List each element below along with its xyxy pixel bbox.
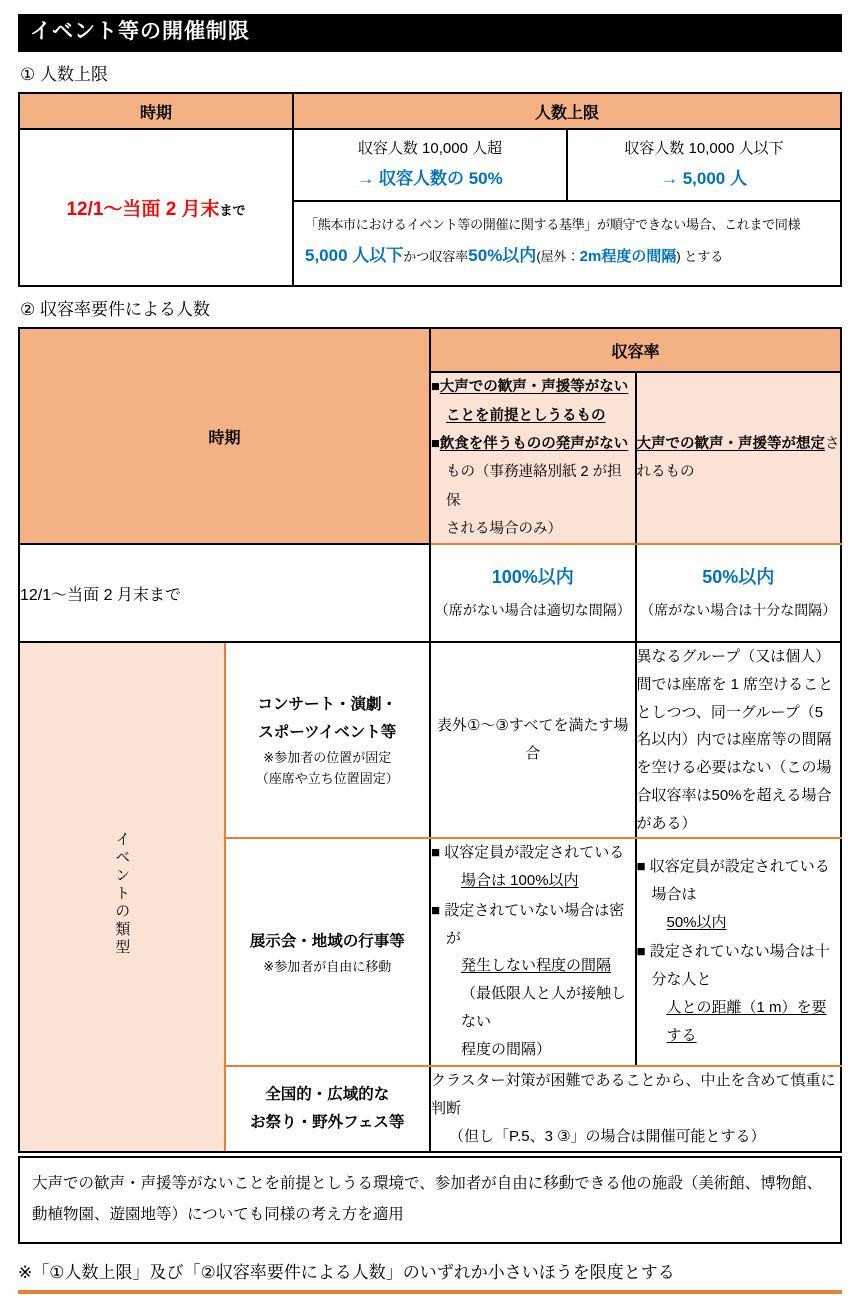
type-exhibition-title: 展示会・地域の行事等 [249,932,405,950]
cell-loud-percentage [636,544,842,642]
period-tail: まで [219,203,246,219]
table-people-limit [18,92,842,287]
period-main: 12/1～当面 2 月末 [66,199,220,221]
subheader-b2-rest-line2: される場合のみ） [446,520,562,537]
type-concert-title2: スポーツイベント等 [258,723,397,741]
exhibition-quiet-b2-ind3: 程度の間隔） [461,1040,552,1058]
cell-festival-text [430,1066,841,1151]
exhibition-quiet-b2-ind2: （最低限人と人が接触しない [461,985,627,1030]
rail-event-type-label: イベントの類型 [113,831,131,958]
subheader-bullet-1: ■大声での歓声・声援等がない [431,379,629,396]
cell-concert-loud: 異なるグループ（又は個人）間では座席を 1 席空けることとしつつ、同一グループ（5 名以内）内では座席等の間隔を空ける必要はない（この場合収容率は50%を超える場合がある） [636,642,842,838]
festival-text-line1: クラスター対策が困難であることから、中止を含めて慎重に判断 [431,1072,836,1118]
type-concert-title: コンサート・演劇・ [257,695,397,713]
capacity-over-line1: 収容人数 10,000 人超 [357,140,503,158]
cell-type-exhibition [225,838,431,1066]
subheader-loud-voice-expected [636,372,842,544]
header-capacity-rate: 収容率 [430,328,841,372]
exhibition-loud-b1: 収容定員が設定されている場合は [649,858,830,903]
period-tail-2: まで [148,586,181,604]
subheader-bullet-2: ■飲食を伴うものの発声がない [431,436,629,453]
subheader-loud-rest: されるもの [636,436,840,481]
cell-standard-note [293,201,841,286]
note-50-percent: 50%以内 [468,245,537,265]
header-period: 時期 [19,93,293,129]
subheader-b1-rest-line [431,402,635,430]
subheader-loud-strong: 大声での歓声・声援等が想定 [636,436,825,453]
exhibition-quiet-b1: 収容定員が設定されている [444,844,625,862]
exhibition-quiet-bullet-1 [431,839,635,895]
table-row [19,642,841,838]
type-festival-title: 全国的・広域的な [265,1086,390,1104]
standard-note-line1: 「熊本市におけるイベント等の開催に関する基準」が順守できない場合、これまで同様 [305,217,801,232]
other-facilities-note-line1: 大声での歓声・声援等がないことを前提としうる環境で、参加者が自由に移動できる他の施設（美術館、博物館、 [32,1174,823,1192]
cell-exhibition-quiet [430,838,636,1066]
note-2m-spacing: 2m程度の間隔 [579,247,677,265]
cell-type-concert [225,642,431,838]
loud-percentage-note: （席がない場合は十分な間隔） [640,601,837,618]
section-2-caption: ② 収容率要件による人数 [20,300,210,320]
exhibition-quiet-b2: 設定されていない場合は密が [444,901,625,947]
capacity-under-line2: → 5,000 人 [661,169,747,189]
type-concert-note: ※参加者の位置が固定 [263,749,392,765]
cell-period-value-2 [19,544,430,642]
note-5000-limit: 5,000 人以下 [305,245,404,265]
type-concert-note2: （座席や立ち位置固定） [255,771,399,787]
note-outdoor-close: ) とする [676,248,724,264]
cell-concert-quiet: 表外①～③すべてを満たす場合 [430,642,636,838]
cell-capacity-under [567,129,841,201]
header-period-2-label: 時期 [208,429,241,447]
table-row [19,93,841,129]
period-main-2: 12/1～当面 2 月末 [20,586,149,604]
exhibition-loud-b1-ind: 50%以内 [666,913,727,931]
subheader-b1-strong: 大声での歓声・声援等がない [439,379,629,396]
type-exhibition-note: ※参加者が自由に移動 [263,958,392,974]
exhibition-loud-b2: 設定されていない場合は十分な人と [649,943,830,989]
cell-quiet-percentage [430,544,636,642]
festival-text-line2: （但し「P.5、3 ③」の場合は開催可能とする） [449,1127,766,1145]
rail-event-type [19,642,225,1152]
table-row [19,129,841,201]
table-row [19,544,841,642]
cell-capacity-over [293,129,567,201]
type-festival-title2: お祭り・野外フェス等 [250,1113,405,1131]
exhibition-quiet-b1-ind: 場合は 100%以内 [461,872,579,890]
capacity-under-line1: 収容人数 10,000 人以下 [624,140,784,158]
quiet-percentage-note: （席がない場合は適切な間隔） [434,601,631,618]
cell-exhibition-loud [636,838,842,1066]
note-outdoor-open: (屋外： [536,248,580,264]
quiet-percentage-value: 100%以内 [491,567,574,588]
exhibition-loud-b2-ind: 人との距離（1 m）を要する [666,998,827,1044]
section-1-caption: ① 人数上限 [20,65,108,84]
standard-note-line2 [305,239,829,274]
page-title-banner: イベント等の開催制限 [18,14,842,52]
exhibition-quiet-bullet-2 [431,897,635,1064]
other-facilities-note [18,1156,842,1244]
capacity-over-line2: → 収容人数の 50% [357,169,503,189]
subheader-b1-rest: ことを前提としうるもの [446,407,606,424]
header-people-limit: 人数上限 [293,93,841,129]
document-page [0,14,860,1298]
exhibition-loud-bullet-2 [637,938,841,1049]
table-capacity-rate [18,327,842,1152]
header-period-2 [19,328,430,544]
other-facilities-note-line2: 動植物園、遊園地等）についても同様の考え方を適用 [32,1205,404,1223]
subheader-b2-strong: 飲食を伴うものの発声がない [439,436,629,453]
subheader-no-loud-voice [430,372,636,544]
cell-type-festival [225,1066,431,1151]
subheader-b2-rest-line: もの（事務連絡別紙 2 が担保 [446,464,622,509]
loud-percentage-value: 50%以内 [702,567,775,588]
table-row [19,328,841,372]
exhibition-loud-bullet-1 [637,853,841,936]
note-and-rate: かつ収容率 [403,248,469,264]
exhibition-quiet-b2-ind: 発生しない程度の間隔 [461,957,612,975]
cell-period-value [19,129,293,286]
final-note: ※「①人数上限」及び「②収容率要件による人数」のいずれか小さいほうを限度とする [18,1260,842,1294]
